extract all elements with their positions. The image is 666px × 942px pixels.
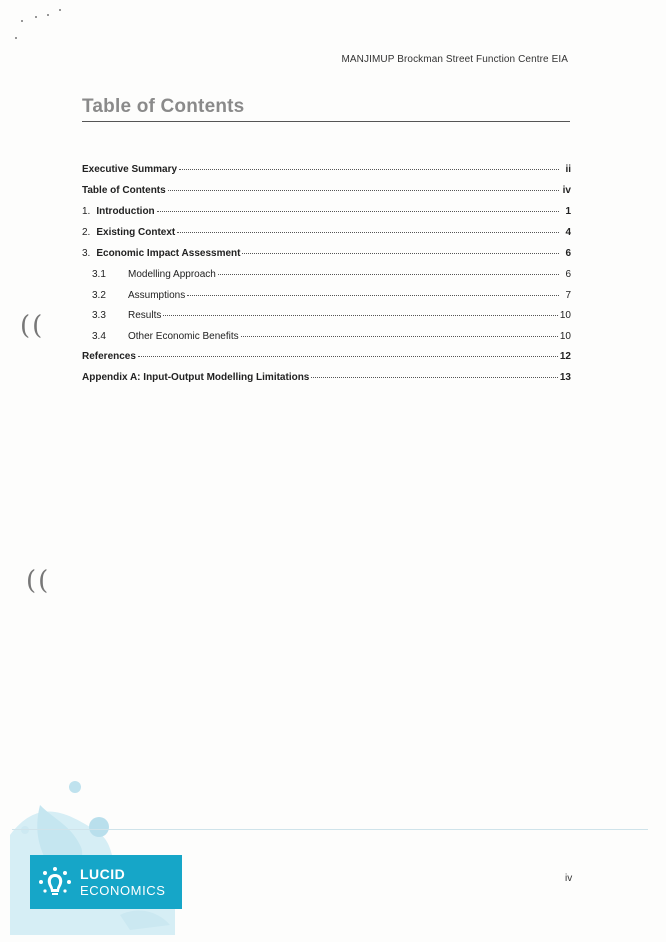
toc-entry-page: 12	[559, 351, 571, 362]
toc-entry-label: Existing Context	[96, 227, 176, 238]
table-of-contents	[82, 164, 571, 393]
title-underline	[82, 121, 570, 122]
scan-speck	[21, 20, 23, 22]
toc-entry-page: 10	[559, 310, 571, 321]
toc-dot-leader	[241, 336, 558, 337]
toc-entry-number: 3.4	[92, 330, 106, 342]
toc-dot-leader	[311, 377, 558, 378]
margin-mark: ((	[20, 311, 45, 341]
page-title: Table of Contents	[82, 96, 245, 117]
toc-entry-page: 6	[565, 269, 571, 280]
scan-speck	[59, 9, 61, 11]
margin-mark: ((	[26, 566, 51, 596]
toc-entry-number: 3.1	[92, 269, 106, 280]
toc-entry-number: 1.	[82, 206, 91, 217]
logo-wordmark-economics: ECONOMICS	[80, 883, 166, 898]
lucid-economics-logo	[30, 855, 182, 909]
toc-entry-label: Appendix A: Input-Output Modelling Limitations	[82, 372, 310, 383]
toc-dot-leader	[168, 190, 559, 191]
toc-entry-page: 13	[559, 372, 571, 383]
toc-entry-label: Assumptions	[128, 289, 186, 301]
toc-entry[interactable]	[82, 331, 571, 352]
toc-entry-page: iv	[562, 185, 571, 196]
toc-dot-leader	[177, 232, 559, 233]
logo-wordmark-lucid: LUCID	[80, 866, 126, 882]
toc-entry-number: 3.	[82, 248, 91, 259]
page-number: iv	[565, 873, 573, 884]
toc-entry[interactable]	[82, 206, 571, 227]
toc-entry-number: 3.2	[92, 289, 106, 301]
scan-speck	[15, 37, 17, 39]
toc-dot-leader	[179, 169, 559, 170]
toc-entry-label: Table of Contents	[82, 185, 166, 196]
toc-entry-label: Executive Summary	[82, 164, 178, 175]
toc-entry-page: ii	[565, 164, 571, 175]
toc-entry[interactable]	[82, 372, 571, 393]
toc-entry-label: Other Economic Benefits	[128, 330, 239, 342]
scan-speck	[35, 16, 37, 18]
toc-entry-page: 10	[559, 330, 571, 342]
toc-dot-leader	[242, 253, 559, 254]
footer-rule	[12, 829, 648, 830]
toc-entry[interactable]	[82, 269, 571, 290]
toc-dot-leader	[218, 274, 559, 275]
toc-dot-leader	[163, 315, 558, 316]
toc-entry[interactable]	[82, 227, 571, 248]
toc-entry[interactable]	[82, 290, 571, 311]
toc-entry-page: 1	[565, 206, 571, 217]
toc-entry-label: Economic Impact Assessment	[96, 248, 241, 259]
toc-entry-label: References	[82, 351, 136, 362]
toc-entry-label: Modelling Approach	[128, 269, 216, 280]
toc-entry-label: Results	[128, 310, 162, 321]
toc-entry-number: 3.3	[92, 310, 106, 321]
toc-dot-leader	[157, 211, 559, 212]
scan-speck	[47, 14, 49, 16]
toc-entry-number: 2.	[82, 227, 91, 238]
toc-entry[interactable]	[82, 164, 571, 185]
toc-entry-page: 7	[565, 289, 571, 301]
toc-entry[interactable]	[82, 310, 571, 331]
toc-entry-page: 6	[565, 248, 571, 259]
toc-entry[interactable]	[82, 248, 571, 269]
toc-entry-page: 4	[565, 227, 571, 238]
running-header: MANJIMUP Brockman Street Function Centre EIA	[341, 54, 568, 65]
toc-entry[interactable]	[82, 351, 571, 372]
toc-entry[interactable]	[82, 185, 571, 206]
toc-dot-leader	[138, 356, 558, 357]
lightbulb-icon	[38, 865, 72, 899]
toc-entry-label: Introduction	[96, 206, 155, 217]
toc-dot-leader	[187, 295, 559, 296]
